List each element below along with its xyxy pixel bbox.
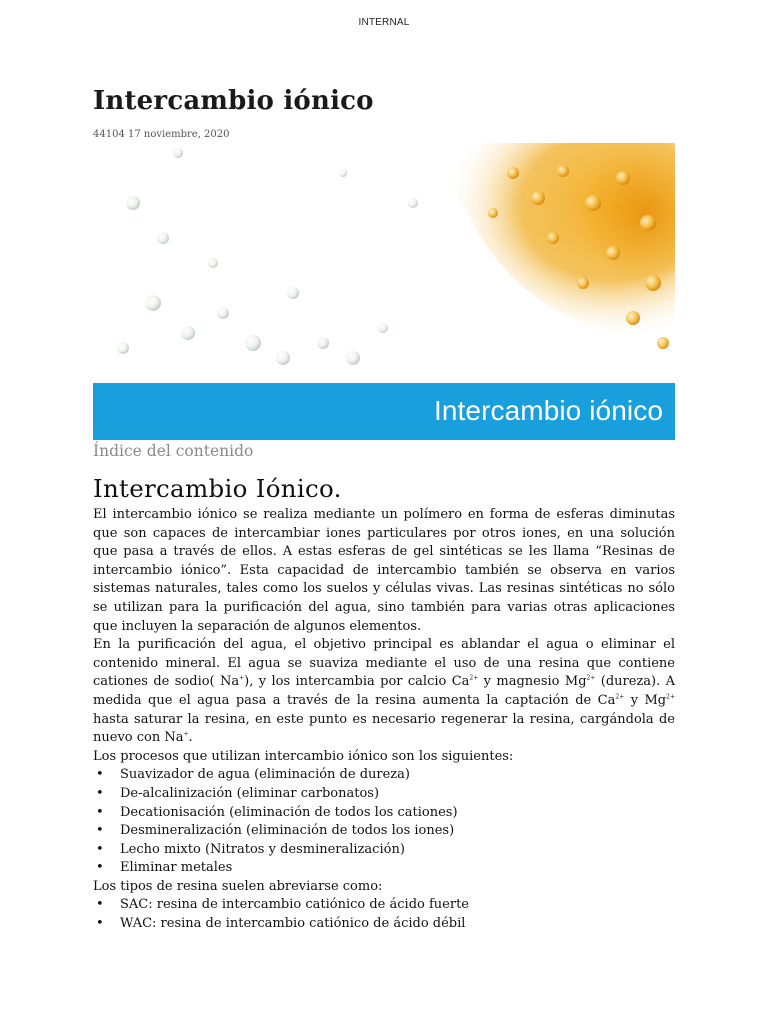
bullet-icon: • xyxy=(96,785,104,801)
paragraph-intro: El intercambio iónico se realiza mediante un polímero en forma de esferas diminutas que son capaces de intercambiar iones particulares por otros iones, en una solución que pasa a través de ellos. A estas esferas de gel sintéticas se les llama “Resinas de intercambio iónico”. Esta capacidad de intercambio también se observa en varios sistemas naturales, tales como los suelos y células vivas. Las resinas sintéticas no sólo se utilizan para la purificación del agua, sino también para varias otras aplicaciones que incluyen la separación de algunos elementos. xyxy=(93,507,675,634)
resin-beads-photo xyxy=(93,143,675,383)
bullet-icon: • xyxy=(96,823,104,839)
table-of-contents-toggle[interactable]: Índice del contenido xyxy=(93,442,254,460)
processes-list xyxy=(93,766,675,878)
bullet-icon: • xyxy=(96,860,104,876)
classification-label: INTERNAL xyxy=(358,17,410,28)
hero-banner xyxy=(93,383,675,440)
list-item: • Suavizador de agua (eliminación de dureza) xyxy=(93,766,675,785)
list-item: • De-alcalinización (eliminar carbonatos) xyxy=(93,785,675,804)
paragraph-resin-types-intro: Los tipos de resina suelen abreviarse como: xyxy=(93,878,383,894)
list-item: • Desmineralización (eliminación de todos los iones) xyxy=(93,822,675,841)
paragraph-processes-intro: Los procesos que utilizan intercambio iónico son los siguientes: xyxy=(93,748,514,764)
post-meta: 44104 17 noviembre, 2020 xyxy=(93,129,230,140)
article-body xyxy=(93,506,675,934)
list-item: • WAC: resina de intercambio catiónico de ácido débil xyxy=(93,915,675,934)
resin-types-list xyxy=(93,896,675,933)
bullet-icon: • xyxy=(96,841,104,857)
paragraph-purification: En la purificación del agua, el objetivo principal es ablandar el agua o eliminar el contenido mineral. El agua se suaviza mediante el uso de una resina que contiene cationes de sodio( Na+), y los intercambia por calcio $Ca^{2+}$ y magnesio $Mg^{2+}$ (dureza). A medida que el agua pasa a través de la resina aumenta la captación de $Ca^{2+}$ y $Mg^{2+}$ hasta saturar la resina, en este punto es necesario regenerar la resina, cargándola de nuevo con Na+. xyxy=(93,637,676,746)
page-title: Intercambio iónico xyxy=(93,86,374,116)
bullet-icon: • xyxy=(96,916,104,932)
list-item: • Decationisación (eliminación de todos los cationes) xyxy=(93,804,675,823)
section-title: Intercambio Iónico. xyxy=(93,474,342,503)
list-item: • Eliminar metales xyxy=(93,859,675,878)
list-item: • Lecho mixto (Nitratos y desmineralización) xyxy=(93,841,675,860)
bullet-icon: • xyxy=(96,804,104,820)
hero-banner-text: Intercambio iónico xyxy=(433,395,663,426)
bullet-icon: • xyxy=(96,767,104,783)
bullet-icon: • xyxy=(96,897,104,913)
list-item: • SAC: resina de intercambio catiónico de ácido fuerte xyxy=(93,896,675,915)
hero-image xyxy=(93,143,675,440)
